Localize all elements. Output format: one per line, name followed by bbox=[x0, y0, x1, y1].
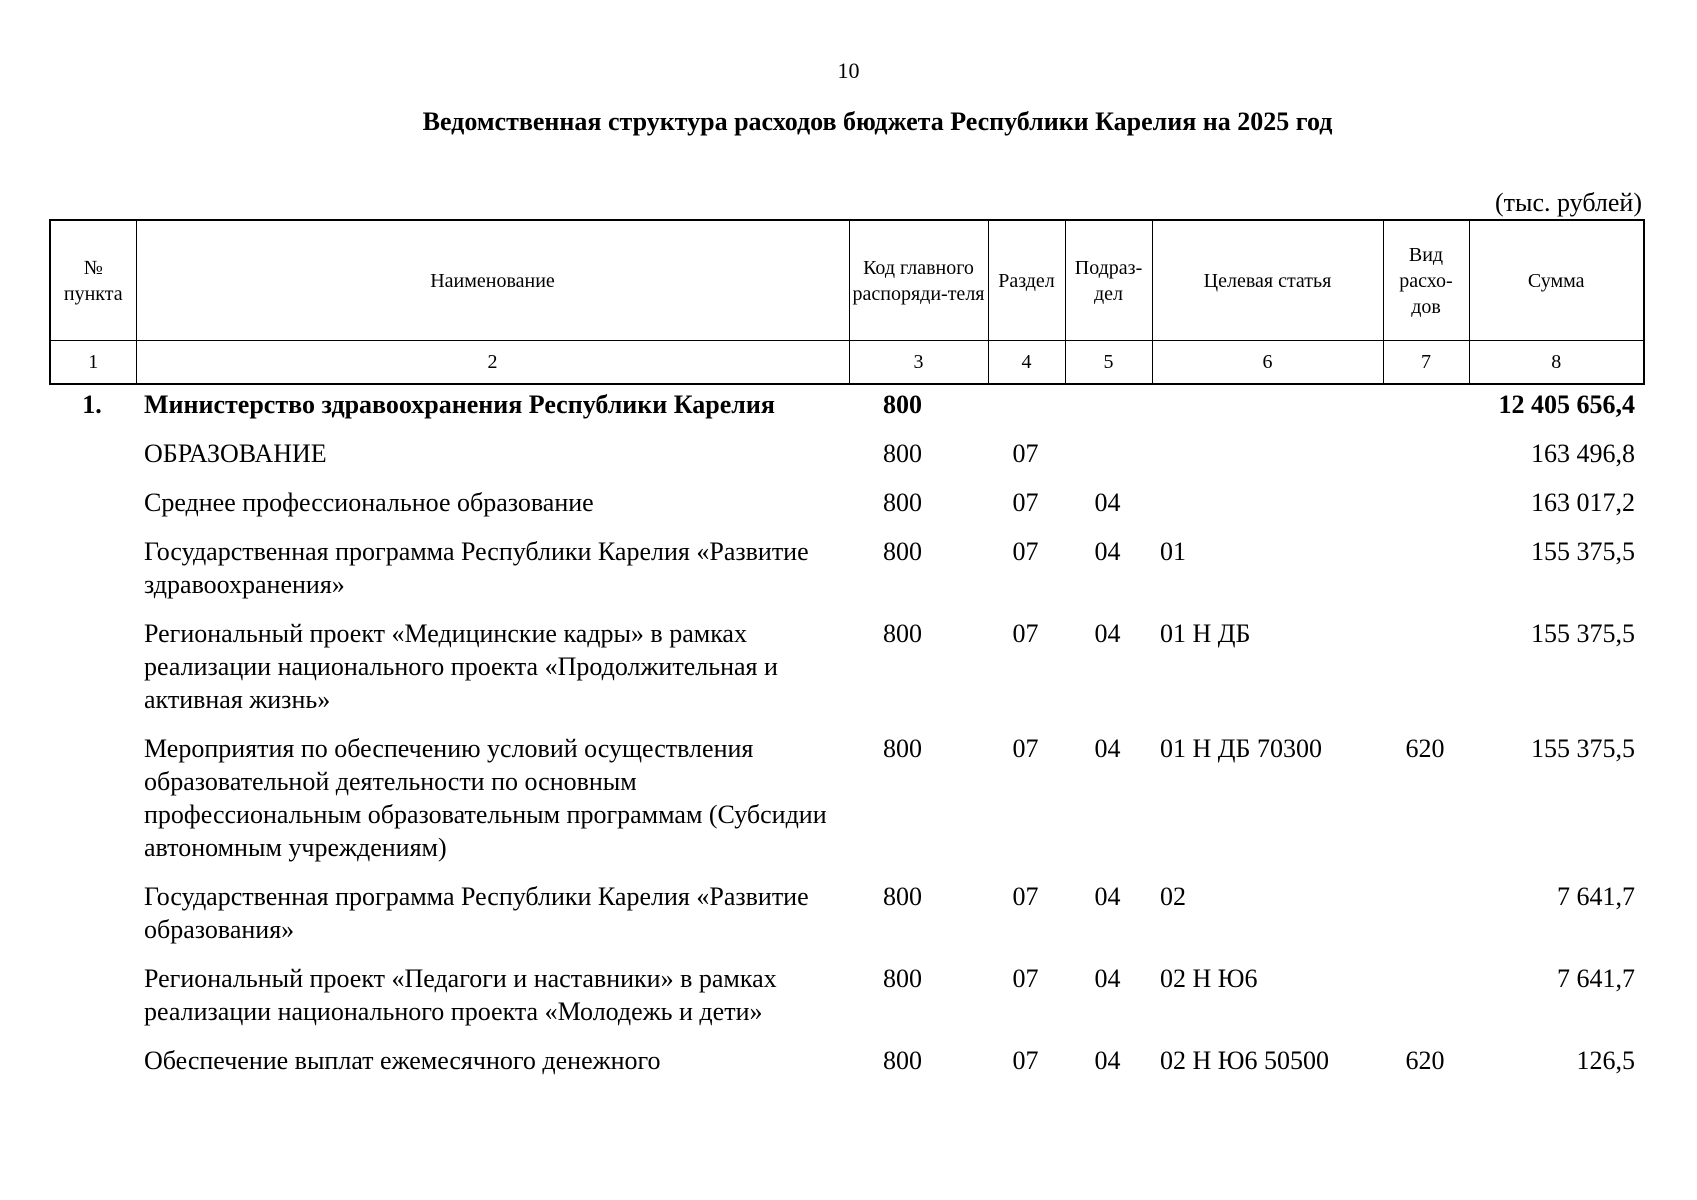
row-article: 02 Н Ю6 bbox=[1160, 964, 1258, 993]
header-article: Целевая статья bbox=[1152, 220, 1383, 341]
row-code: 800 bbox=[883, 537, 922, 566]
row-subsection: 04 bbox=[1094, 964, 1121, 993]
table-row bbox=[49, 535, 1643, 617]
row-subsection: 04 bbox=[1094, 734, 1121, 763]
row-section: 07 bbox=[1012, 439, 1039, 468]
table-row bbox=[49, 962, 1643, 1044]
row-name: Государственная программа Республики Карелия «Развитие образования» bbox=[144, 882, 809, 944]
row-name: Региональный проект «Медицинские кадры» в рамках реализации национального проекта «Продолжительная и активная жизнь» bbox=[144, 619, 778, 714]
header-index: 6 bbox=[1152, 341, 1383, 385]
header-code: Код главного распоряди-теля bbox=[849, 220, 988, 341]
units-label: (тыс. рублей) bbox=[1494, 188, 1642, 217]
row-name: Мероприятия по обеспечению условий осуществления образовательной деятельности по основным профессиональным образовательным программам (Субсидии автономным учреждениям) bbox=[144, 734, 827, 862]
row-article bbox=[1151, 437, 1382, 486]
row-number bbox=[49, 962, 135, 1044]
row-section: 07 bbox=[1012, 964, 1039, 993]
document-title: Ведомственная структура расходов бюджета Республики Карелия на 2025 год bbox=[422, 107, 1333, 136]
row-number bbox=[49, 486, 135, 535]
row-name: Региональный проект «Педагоги и наставники» в рамках реализации национального проекта «Молодежь и дети» bbox=[144, 964, 777, 1026]
row-expense-type: 620 bbox=[1405, 1046, 1445, 1075]
page-number: 10 bbox=[837, 58, 860, 83]
row-sum: 12 405 656,4 bbox=[1498, 390, 1635, 419]
row-number bbox=[49, 1044, 135, 1093]
row-article: 01 bbox=[1160, 537, 1186, 566]
row-name: Среднее профессиональное образование bbox=[144, 488, 594, 517]
row-subsection: 04 bbox=[1094, 619, 1121, 648]
table-body bbox=[49, 388, 1643, 1093]
row-code: 800 bbox=[883, 964, 922, 993]
row-sum: 126,5 bbox=[1576, 1046, 1635, 1075]
row-sum: 7 641,7 bbox=[1557, 964, 1635, 993]
header-index: 8 bbox=[1469, 341, 1644, 385]
row-code: 800 bbox=[883, 488, 922, 517]
row-sum: 155 375,5 bbox=[1531, 619, 1635, 648]
row-number: 1. bbox=[82, 390, 102, 419]
table-row bbox=[49, 388, 1643, 437]
row-article: 02 bbox=[1160, 882, 1186, 911]
table-row bbox=[49, 617, 1643, 732]
row-section: 07 bbox=[1012, 1046, 1039, 1075]
header-index: 3 bbox=[849, 341, 988, 385]
row-expense-type bbox=[1382, 437, 1468, 486]
row-code: 800 bbox=[883, 390, 922, 419]
row-expense-type bbox=[1382, 962, 1468, 1044]
header-index: 2 bbox=[136, 341, 849, 385]
row-article bbox=[1151, 388, 1382, 437]
table-row bbox=[49, 732, 1643, 880]
row-section: 07 bbox=[1012, 734, 1039, 763]
row-section: 07 bbox=[1012, 619, 1039, 648]
row-expense-type bbox=[1382, 535, 1468, 617]
row-sum: 155 375,5 bbox=[1531, 537, 1635, 566]
row-section: 07 bbox=[1012, 488, 1039, 517]
row-code: 800 bbox=[883, 734, 922, 763]
row-section: 07 bbox=[1012, 882, 1039, 911]
row-number bbox=[49, 732, 135, 880]
row-expense-type bbox=[1382, 880, 1468, 962]
header-index: 1 bbox=[50, 341, 136, 385]
header-index: 7 bbox=[1383, 341, 1469, 385]
row-subsection: 04 bbox=[1094, 1046, 1121, 1075]
row-subsection: 04 bbox=[1094, 537, 1121, 566]
row-number bbox=[49, 617, 135, 732]
row-code: 800 bbox=[883, 619, 922, 648]
row-subsection: 04 bbox=[1094, 488, 1121, 517]
header-section: Раздел bbox=[988, 220, 1065, 341]
row-number bbox=[49, 437, 135, 486]
row-number bbox=[49, 880, 135, 962]
table-header bbox=[49, 219, 1645, 385]
row-section bbox=[987, 388, 1064, 437]
row-name: Министерство здравоохранения Республики Карелия bbox=[144, 390, 775, 419]
row-expense-type: 620 bbox=[1405, 734, 1445, 763]
header-sum: Сумма bbox=[1469, 220, 1644, 341]
row-sum: 163 017,2 bbox=[1531, 488, 1635, 517]
row-number bbox=[49, 535, 135, 617]
table-row bbox=[49, 486, 1643, 535]
row-code: 800 bbox=[883, 439, 922, 468]
header-type: Вид расхо-дов bbox=[1383, 220, 1469, 341]
row-name: Государственная программа Республики Карелия «Развитие здравоохранения» bbox=[144, 537, 809, 599]
table-row bbox=[49, 437, 1643, 486]
row-article: 01 Н ДБ 70300 bbox=[1160, 734, 1322, 763]
table-row bbox=[49, 1044, 1643, 1093]
row-article: 01 Н ДБ bbox=[1160, 619, 1251, 648]
header-index: 4 bbox=[988, 341, 1065, 385]
header-name: Наименование bbox=[136, 220, 849, 341]
row-subsection bbox=[1064, 388, 1151, 437]
row-expense-type bbox=[1382, 617, 1468, 732]
header-subsection: Подраз-дел bbox=[1065, 220, 1152, 341]
row-article bbox=[1151, 486, 1382, 535]
row-code: 800 bbox=[883, 882, 922, 911]
header-index: 5 bbox=[1065, 341, 1152, 385]
header-num: № пункта bbox=[50, 220, 136, 341]
row-section: 07 bbox=[1012, 537, 1039, 566]
row-sum: 7 641,7 bbox=[1557, 882, 1635, 911]
row-expense-type bbox=[1382, 388, 1468, 437]
row-name: ОБРАЗОВАНИЕ bbox=[144, 439, 327, 468]
table-row bbox=[49, 880, 1643, 962]
row-sum: 163 496,8 bbox=[1531, 439, 1635, 468]
row-article: 02 Н Ю6 50500 bbox=[1160, 1046, 1329, 1075]
row-code: 800 bbox=[883, 1046, 922, 1075]
row-expense-type bbox=[1382, 486, 1468, 535]
row-name: Обеспечение выплат ежемесячного денежного bbox=[144, 1046, 661, 1075]
row-subsection bbox=[1064, 437, 1151, 486]
row-sum: 155 375,5 bbox=[1531, 734, 1635, 763]
row-subsection: 04 bbox=[1094, 882, 1121, 911]
